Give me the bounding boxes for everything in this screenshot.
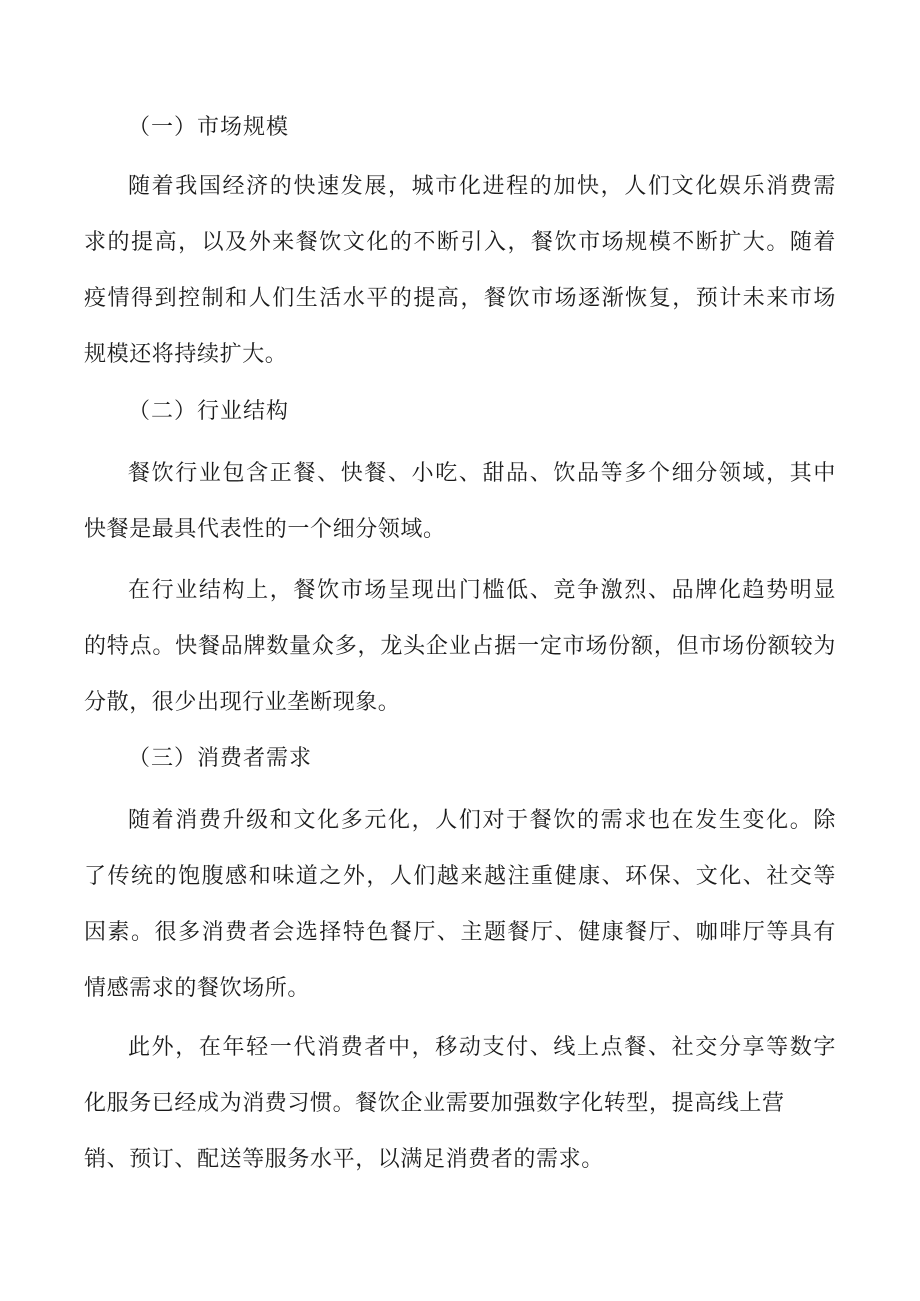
- paragraph-line: 规模还将持续扩大。: [84, 342, 288, 367]
- paragraph-line: 化服务已经成为消费习惯。餐饮企业需要加强数字化转型，提高线上营: [84, 1091, 785, 1116]
- paragraph-line: 疫情得到控制和人们生活水平的提高，餐饮市场逐渐恢复，预计未来市场: [84, 286, 836, 311]
- paragraph-line: 了传统的饱腹感和味道之外，人们越来越注重健康、环保、文化、社交等: [84, 864, 836, 889]
- paragraph-market-size: [84, 172, 836, 370]
- paragraph-consumer-trends: [84, 806, 836, 1004]
- paragraph-line: 分散，很少出现行业垄断现象。: [84, 690, 401, 715]
- paragraph-industry-features: [84, 576, 836, 718]
- paragraph-line: 因素。很多消费者会选择特色餐厅、主题餐厅、健康餐厅、咖啡厅等具有: [84, 920, 836, 945]
- section-heading-market-size: （一）市场规模: [128, 115, 290, 140]
- paragraph-line: 销、预订、配送等服务水平，以满足消费者的需求。: [84, 1147, 604, 1172]
- paragraph-line: 的特点。快餐品牌数量众多，龙头企业占据一定市场份额，但市场份额较为: [84, 634, 836, 659]
- paragraph-line: 此外，在年轻一代消费者中，移动支付、线上点餐、社交分享等数字: [128, 1035, 836, 1060]
- paragraph-line: 快餐是最具代表性的一个细分领域。: [84, 517, 446, 542]
- paragraph-line: 情感需求的餐饮场所。: [84, 976, 311, 1001]
- paragraph-digital-services: [84, 1033, 836, 1175]
- paragraph-line: 随着消费升级和文化多元化，人们对于餐饮的需求也在发生变化。除: [128, 808, 836, 833]
- section-heading-consumer-demand: （三）消费者需求: [128, 746, 313, 771]
- paragraph-line: 随着我国经济的快速发展，城市化进程的加快，人们文化娱乐消费需: [128, 174, 836, 199]
- paragraph-line: 在行业结构上，餐饮市场呈现出门槛低、竞争激烈、品牌化趋势明显: [128, 578, 836, 603]
- paragraph-industry-segments: [84, 459, 836, 545]
- paragraph-line: 求的提高，以及外来餐饮文化的不断引入，餐饮市场规模不断扩大。随着: [84, 230, 836, 255]
- paragraph-line: 餐饮行业包含正餐、快餐、小吃、甜品、饮品等多个细分领域，其中: [128, 461, 836, 486]
- section-heading-industry-structure: （二）行业结构: [128, 399, 290, 424]
